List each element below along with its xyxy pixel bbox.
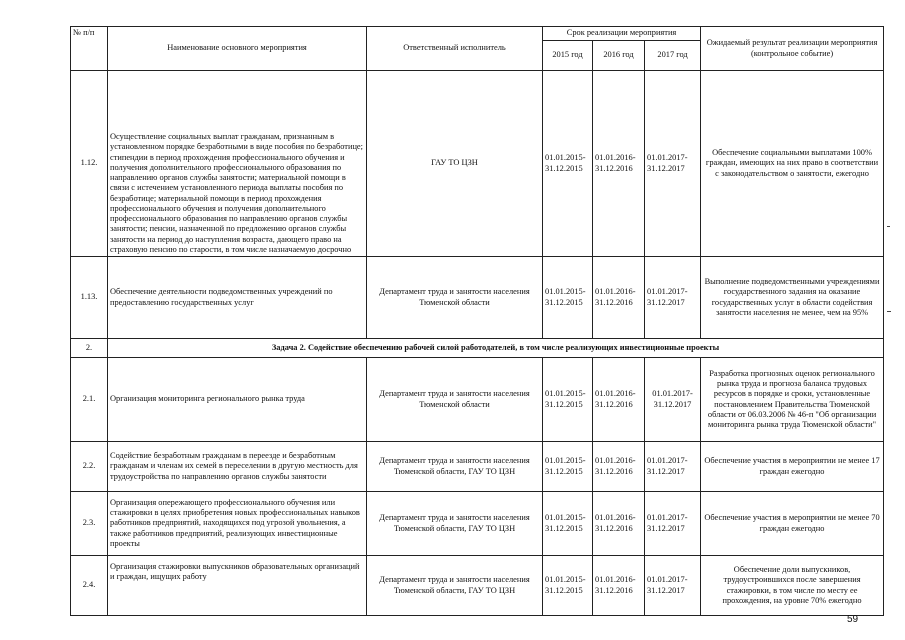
row-activity: Осуществление социальных выплат гражданам, признанным в установленном порядке безработными в виде пособия по безработице; стипендии в период прохождения профессионального обучения и получения дополнительного профессионального образования по направлению органов службы занятости; материальной помощи в связи с истечением установленного периода выплаты пособия по безработице; материальной помощи в период прохождения профессионального обучения и получения дополнительного профессионального образования по направлению органов службы занятости; пенсии, назначенной по предложению органов службы занятости на период до наступления возраста, дающего право на страховую пенсию по старости, в том числе назначаемую досрочно bbox=[108, 71, 367, 257]
row-period-2016: 01.01.2016-31.12.2016 bbox=[593, 257, 645, 339]
row-period-2017: 01.01.2017-31.12.2017 bbox=[645, 257, 701, 339]
row-period-2015: 01.01.2015-31.12.2015 bbox=[543, 556, 593, 616]
row-period-2017: 01.01.2017-31.12.2017 bbox=[645, 71, 701, 257]
row-activity: Содействие безработным гражданам в переезде и безработным гражданам и членам их семей в переселении в другую местность для трудоустройства по направлению органов службы занятости bbox=[108, 442, 367, 492]
row-result: Выполнение подведомственными учреждениями государственного задания на оказание государственных услуг в области содействия занятости населения не менее, чем на 95% bbox=[701, 257, 884, 339]
table-row bbox=[71, 358, 884, 442]
row-activity: Организация опережающего профессионального обучения или стажировки в целях приобретения новых профессиональных навыков работников предприятий, находящихся под угрозой увольнения, а также работников предприятий, реализующих инвестиционные проекты bbox=[108, 492, 367, 556]
header-result: Ожидаемый результат реализации мероприятия (контрольное событие) bbox=[701, 27, 884, 71]
row-executor: Департамент труда и занятости населения Тюменской области, ГАУ ТО ЦЗН bbox=[367, 556, 543, 616]
header-num: № п/п bbox=[71, 27, 108, 71]
row-executor: Департамент труда и занятости населения Тюменской области bbox=[367, 358, 543, 442]
row-executor: Департамент труда и занятости населения Тюменской области bbox=[367, 257, 543, 339]
row-result: Обеспечение участия в мероприятии не менее 17 граждан ежегодно bbox=[701, 442, 884, 492]
row-num: 2.1. bbox=[71, 358, 108, 442]
row-activity: Обеспечение деятельности подведомственных учреждений по предоставлению государственных услуг bbox=[108, 257, 367, 339]
table-row bbox=[71, 71, 884, 257]
row-period-2016: 01.01.2016-31.12.2016 bbox=[593, 492, 645, 556]
header-year-2017: 2017 год bbox=[645, 41, 701, 71]
table-row bbox=[71, 442, 884, 492]
table-row bbox=[71, 492, 884, 556]
row-activity: Организация мониторинга регионального рынка труда bbox=[108, 358, 367, 442]
row-num: 2.3. bbox=[71, 492, 108, 556]
row-num: 2.4. bbox=[71, 556, 108, 616]
row-period-2017: 01.01.2017-31.12.2017 bbox=[645, 442, 701, 492]
row-period-2016: 01.01.2016-31.12.2016 bbox=[593, 71, 645, 257]
table-row bbox=[71, 556, 884, 616]
row-num: 2.2. bbox=[71, 442, 108, 492]
header-period: Срок реализации мероприятия bbox=[543, 27, 701, 41]
row-period-2015: 01.01.2015-31.12.2015 bbox=[543, 71, 593, 257]
row-period-2015: 01.01.2015-31.12.2015 bbox=[543, 358, 593, 442]
row-period-2016: 01.01.2016-31.12.2016 bbox=[593, 556, 645, 616]
row-result: Разработка прогнозных оценок регионального рынка труда и прогноза баланса трудовых ресурсов в порядке и сроки, установленные постановлением Правительства Тюменской области от 06.03.2006 № 46-п "Об организации мониторинга рынка труда Тюменской области" bbox=[701, 358, 884, 442]
row-period-2017: 01.01.2017-31.12.2017 bbox=[645, 556, 701, 616]
task-row bbox=[71, 339, 884, 358]
row-executor: Департамент труда и занятости населения Тюменской области, ГАУ ТО ЦЗН bbox=[367, 442, 543, 492]
row-result: Обеспечение доли выпускников, трудоустроившихся после завершения стажировки, в том числе по месту ее прохождения, на уровне 70% ежегодно bbox=[701, 556, 884, 616]
row-period-2017: 01.01.2017-31.12.2017 bbox=[645, 358, 701, 442]
row-period-2017: 01.01.2017-31.12.2017 bbox=[645, 492, 701, 556]
scan-mark bbox=[887, 226, 890, 227]
table-row bbox=[71, 257, 884, 339]
task-title: Задача 2. Содействие обеспечению рабочей силой работодателей, в том числе реализующих инвестиционные проекты bbox=[108, 339, 884, 358]
row-period-2016: 01.01.2016-31.12.2016 bbox=[593, 442, 645, 492]
row-period-2015: 01.01.2015-31.12.2015 bbox=[543, 257, 593, 339]
row-result: Обеспечение участия в мероприятии не менее 70 граждан ежегодно bbox=[701, 492, 884, 556]
row-executor: Департамент труда и занятости населения Тюменской области, ГАУ ТО ЦЗН bbox=[367, 492, 543, 556]
header-row-1 bbox=[71, 27, 884, 41]
header-year-2015: 2015 год bbox=[543, 41, 593, 71]
header-activity: Наименование основного мероприятия bbox=[108, 27, 367, 71]
task-num: 2. bbox=[71, 339, 108, 358]
row-activity: Организация стажировки выпускников образовательных организаций и граждан, ищущих работу bbox=[108, 556, 367, 616]
scan-mark bbox=[887, 311, 891, 312]
row-period-2015: 01.01.2015-31.12.2015 bbox=[543, 492, 593, 556]
row-result: Обеспечение социальными выплатами 100% граждан, имеющих на них право в соответствии с законодательством о занятости, ежегодно bbox=[701, 71, 884, 257]
page-number: 59 bbox=[847, 614, 859, 625]
row-period-2016: 01.01.2016-31.12.2016 bbox=[593, 358, 645, 442]
row-num: 1.12. bbox=[71, 71, 108, 257]
program-activities-table bbox=[70, 26, 884, 616]
header-executor: Ответственный исполнитель bbox=[367, 27, 543, 71]
row-period-2015: 01.01.2015-31.12.2015 bbox=[543, 442, 593, 492]
row-executor: ГАУ ТО ЦЗН bbox=[367, 71, 543, 257]
header-year-2016: 2016 год bbox=[593, 41, 645, 71]
row-num: 1.13. bbox=[71, 257, 108, 339]
